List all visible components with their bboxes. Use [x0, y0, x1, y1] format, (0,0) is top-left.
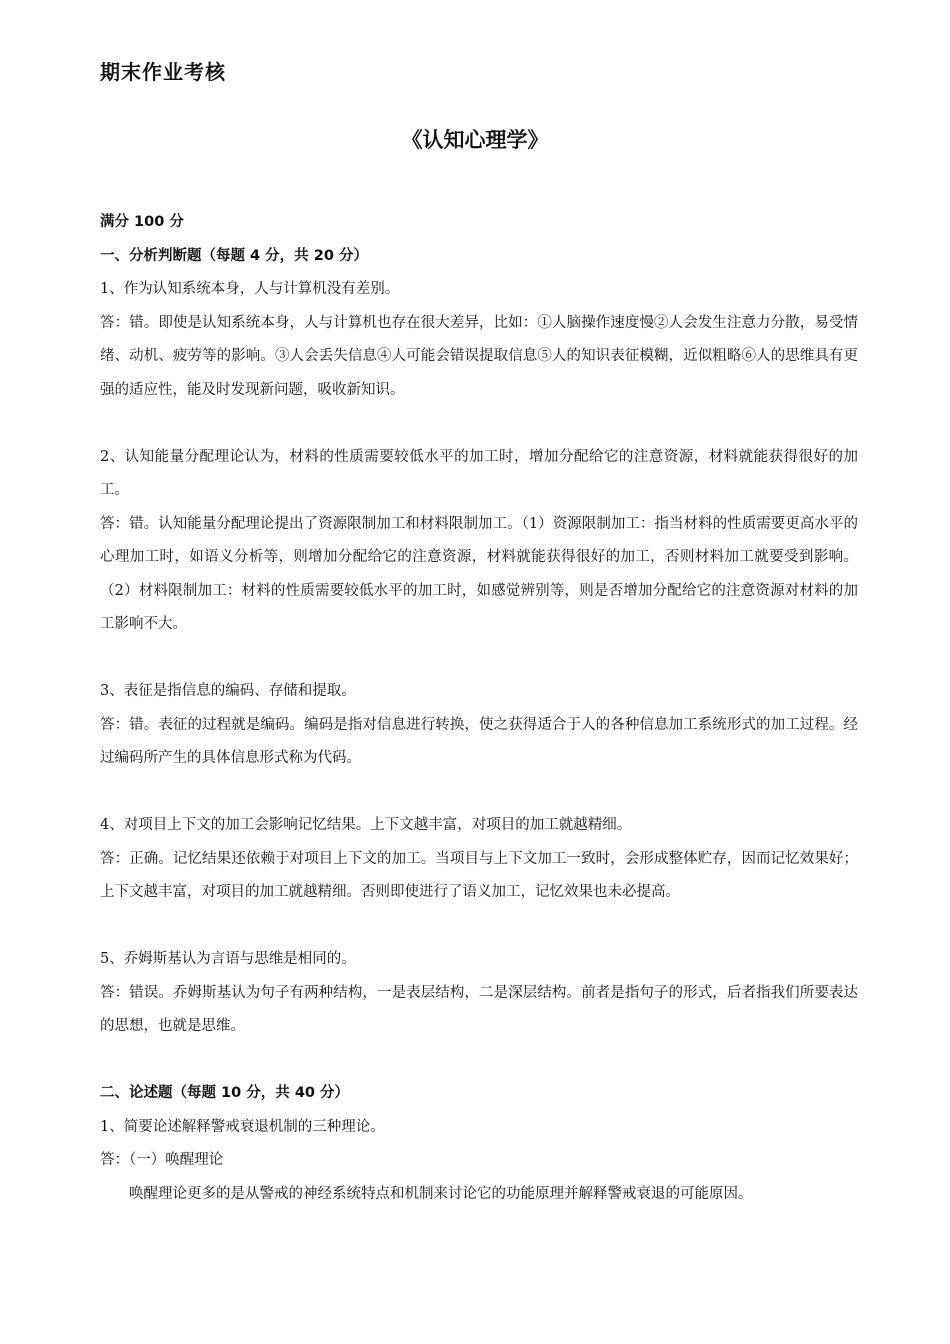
answer-intro: 答：（一）唤醒理论 [100, 1152, 224, 1168]
paragraph-gap [100, 642, 858, 676]
answer-text: 答：错。即使是认知系统本身，人与计算机也存在很大差异，比如：①人脑操作速度慢②人会发生注意力分散，易受情绪、动机、疲劳等的影响。③人会丢失信息④人可能会错误提取信息⑤人的知识表征模糊，近似粗略⑥人的思维具有更强的适应性，能及时发现新问题，吸收新知识。 [100, 314, 858, 398]
question-text: 4、对项目上下文的加工会影响记忆结果。上下文越丰富，对项目的加工就越精细。 [100, 817, 632, 833]
paragraph-gap [100, 776, 858, 810]
question-text: 3、表征是指信息的编码、存储和提取。 [100, 683, 356, 699]
question-text: 1、作为认知系统本身，人与计算机没有差别。 [100, 281, 400, 297]
answer-text: 答：错。认知能量分配理论提出了资源限制加工和材料限制加工。（1）资源限制加工：指当材料的性质需要更高水平的心理加工时，如语义分析等，则增加分配给它的注意资源，材料就能获得很好的加工，否则材料加工就要受到影响。（2）材料限制加工：材料的性质需要较低水平的加工时，如感觉辨别等，则是否增加分配给它的注意资源对材料的加工影响不大。 [100, 515, 858, 632]
exam-heading: 期末作业考核 [100, 60, 226, 84]
answer-text: 答：正确。记忆结果还依赖于对项目上下文的加工。当项目与上下文加工一致时，会形成整体贮存，因而记忆效果好；上下文越丰富，对项目的加工就越精细。否则即使进行了语义加工，记忆效果也未必提高。 [100, 850, 858, 900]
section2-title: 二、论述题（每题 10 分，共 40 分） [100, 1085, 350, 1101]
section1-title: 一、分析判断题（每题 4 分，共 20 分） [100, 247, 368, 264]
question-text: 5、乔姆斯基认为言语与思维是相同的。 [100, 951, 356, 967]
document-body [100, 206, 858, 1211]
answer-text: 答：错。表征的过程就是编码。编码是指对信息进行转换，使之获得适合于人的各种信息加工系统形式的加工过程。经过编码所产生的具体信息形式称为代码。 [100, 716, 858, 766]
answer-text: 答：错误。乔姆斯基认为句子有两种结构，一是表层结构，二是深层结构。前者是指句子的形式，后者指我们所要表达的思想，也就是思维。 [100, 984, 858, 1034]
total-score: 满分 100 分 [100, 214, 184, 230]
answer-paragraph: 唤醒理论更多的是从警戒的神经系统特点和机制来讨论它的功能原理并解释警戒衰退的可能原因。 [129, 1185, 753, 1202]
question-text: 1、简要论述解释警戒衰退机制的三种理论。 [100, 1118, 385, 1135]
question-text: 2、认知能量分配理论认为，材料的性质需要较低水平的加工时，增加分配给它的注意资源，材料就能获得很好的加工。 [100, 448, 858, 498]
paragraph-gap [100, 910, 858, 944]
course-title: 《认知心理学》 [401, 128, 549, 152]
paragraph-gap [100, 407, 858, 441]
paragraph-gap [100, 1044, 858, 1078]
